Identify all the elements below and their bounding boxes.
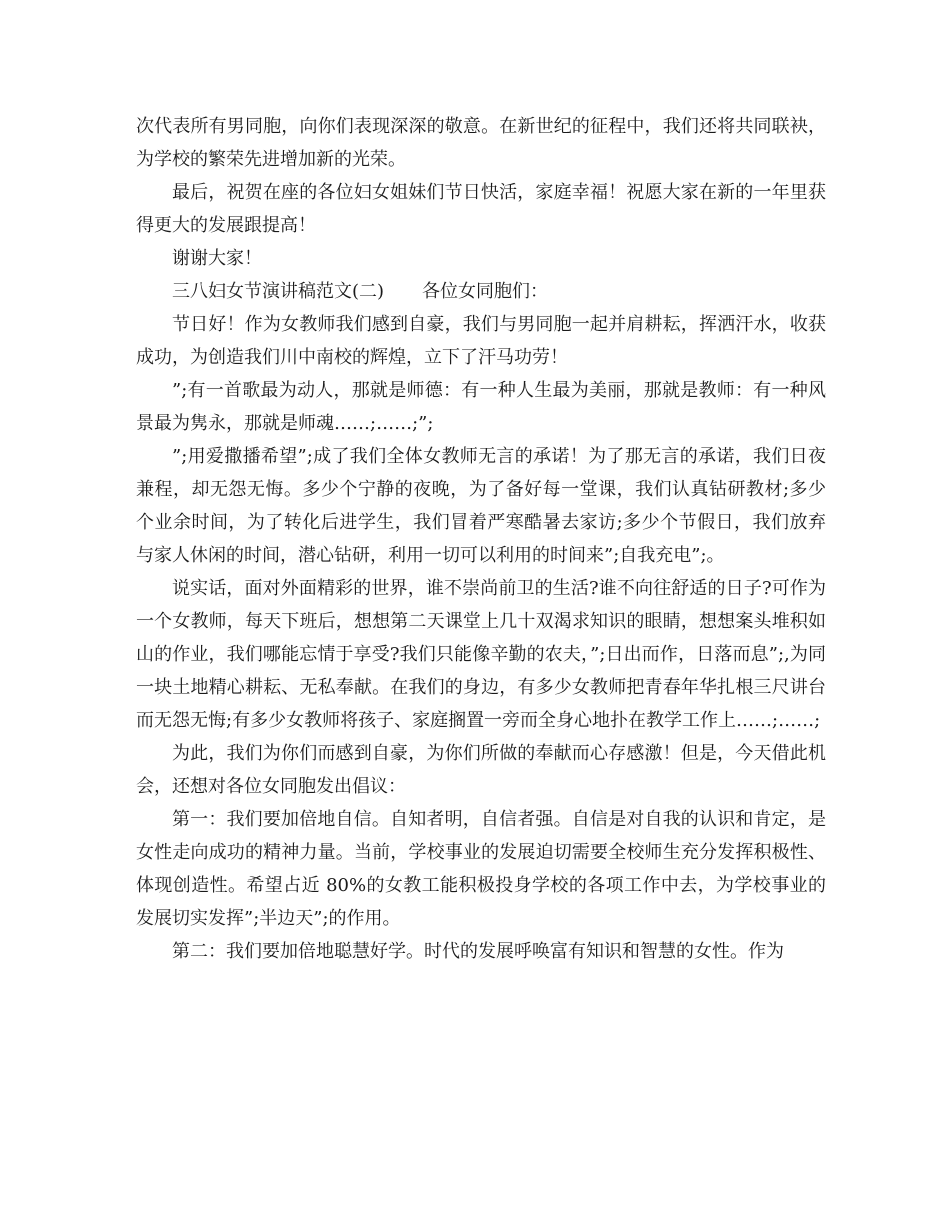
paragraph-continued: 次代表所有男同胞，向你们表现深深的敬意。在新世纪的征程中，我们还将共同联袂，为学校的繁荣先进增加新的光荣。 [136, 116, 826, 170]
paragraph-first-point: 第一：我们要加倍地自信。自知者明，自信者强。自信是对自我的认识和肯定，是女性走向成功的精神力量。当前，学校事业的发展迫切需要全校师生充分发挥积极性、体现创造性。希望占近 80%的女教工能积极投身学校的各项工作中去，为学校事业的发展切实发挥”;半边天”;的作用。 [136, 809, 826, 929]
salutation: 各位女同胞们： [422, 281, 549, 302]
paragraph-honesty: 说实话，面对外面精彩的世界，谁不崇尚前卫的生活?谁不向往舒适的日子?可作为一个女教师，每天下班后，想想第二天课堂上几十双渴求知识的眼睛，想想案头堆积如山的作业，我们哪能忘情于享受?我们只能像辛勤的农夫，”;日出而作，日落而息”;,为同一块土地精心耕耘、无私奉献。在我们的身边，有多少女教师把青春年华扎根三尺讲台而无怨无悔;有多少女教师将孩子、家庭搁置一旁而全身心地扑在教学工作上……;……; [136, 578, 826, 731]
paragraph-song: ”;有一首歌最为动人，那就是师德：有一种人生最为美丽，那就是教师：有一种风景最为隽永，那就是师魂……;……;”; [136, 380, 826, 434]
section-heading [136, 275, 826, 308]
paragraph-proposal-intro: 为此，我们为你们而感到自豪，为你们所做的奉献而心存感激！但是，今天借此机会，还想对各位女同胞发出倡议： [136, 743, 826, 797]
section-title: 三八妇女节演讲稿范文(二) [172, 281, 385, 302]
paragraph-closing-wishes: 最后，祝贺在座的各位妇女姐妹们节日快活，家庭幸福！祝愿大家在新的一年里获得更大的发展跟提高！ [136, 182, 826, 236]
document-body [136, 110, 826, 968]
paragraph-promise: ”;用爱撒播希望”;成了我们全体女教师无言的承诺！为了那无言的承诺，我们日夜兼程，却无怨无悔。多少个宁静的夜晚，为了备好每一堂课，我们认真钻研教材;多少个业余时间，为了转化后进学生，我们冒着严寒酷暑去家访;多少个节假日，我们放弃与家人休闲的时间，潜心钻研，利用一切可以利用的时间来”;自我充电”;。 [136, 446, 826, 566]
paragraph-greeting: 节日好！作为女教师我们感到自豪，我们与男同胞一起并肩耕耘，挥洒汗水，收获成功，为创造我们川中南校的辉煌，立下了汗马功劳！ [136, 314, 826, 368]
paragraph-thanks: 谢谢大家！ [172, 248, 262, 269]
paragraph-second-point: 第二：我们要加倍地聪慧好学。时代的发展呼唤富有知识和智慧的女性。作为 [172, 941, 784, 962]
